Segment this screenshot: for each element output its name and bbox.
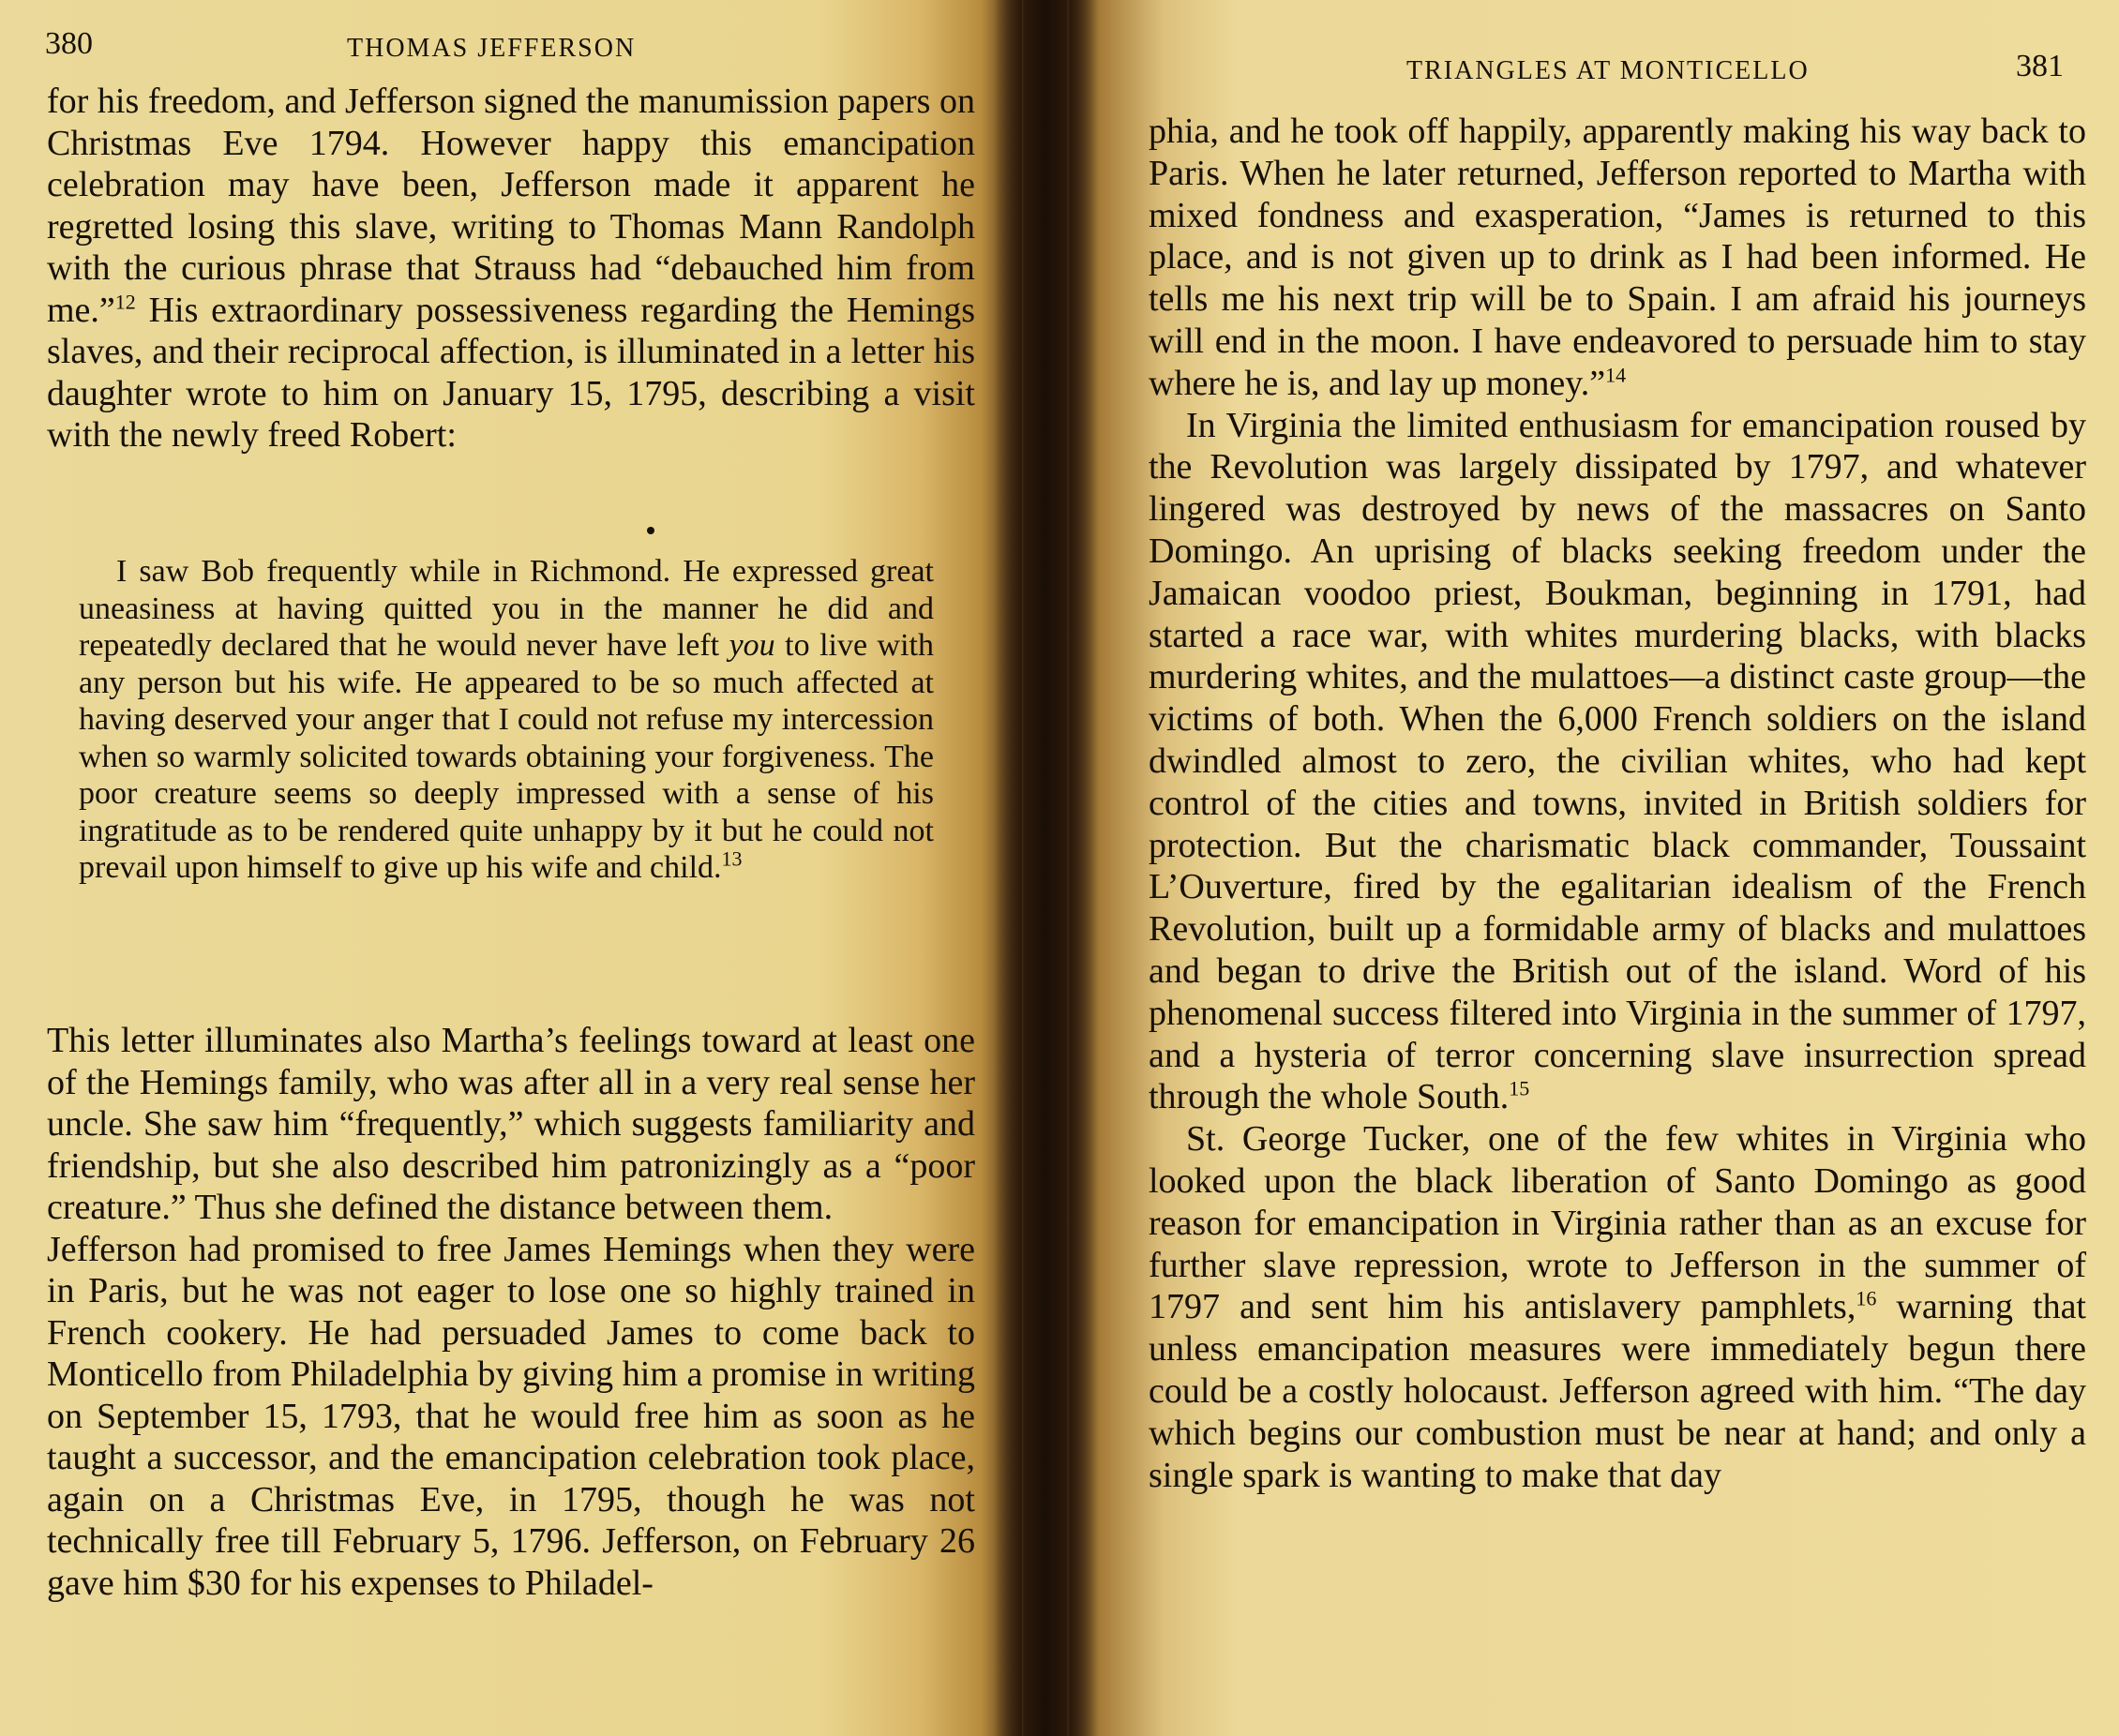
paragraph-martha-feelings: This letter illuminates also Martha’s feelings toward at least one of the Hemings family, who was after all in a very real sense her uncle. She saw him “frequently,” which suggests familiarity and friendship, but she also described him patronizingly as a “poor creature.” Thus she defined the distance between them. bbox=[47, 1021, 975, 1227]
paragraph-virginia-emancipation: In Virginia the limited enthusiasm for emancipation roused by the Revolution was largely dissipated by 1797, and whatever lingered was destroyed by news of the massacres on Santo Domingo. An uprising of blacks seeking freedom under the Jamaican voodoo priest, Boukman, beginning in 1791, had started a race war, with whites murdering blacks, with blacks murdering whites, and the mulattoes—a distinct caste group—the victims of both. When the 6,000 French soldiers on the island dwindled almost to zero, the civilian whites, who had kept control of the cities and towns, invited in British soldiers for protection. But the charismatic black commander, Toussaint L’Ouverture, fired by the egalitarian idealism of the French Revolution, built up a formidable army of blacks and mulattoes and began to drive the British out of the island. Word of his phenomenal success filtered into Virginia in the summer of 1797, and a hysteria of terror concerning slave insurrection spread through the whole South.$^{15}$ bbox=[1149, 405, 2086, 1117]
book-gutter-shadow bbox=[994, 0, 1097, 1736]
left-body-top bbox=[47, 81, 975, 456]
left-body-bottom bbox=[47, 1020, 975, 1604]
paragraph-st-george-tucker: St. George Tucker, one of the few whites in Virginia who looked upon the black liberation of Santo Domingo as good reason for emancipation in Virginia rather than as an excuse for further slave repression, wrote to Jefferson in the summer of 1797 and sent him his antislavery pamphlets,$^{16}$ warning that unless emancipation measures were immediately begun there could be a costly holocaust. Jefferson agreed with him. “The day which begins our combustion must be near at hand; and only a single spark is wanting to make that day bbox=[1149, 1119, 2086, 1495]
left-page bbox=[0, 0, 1022, 1736]
footnote-ref-13: 13 bbox=[721, 846, 743, 871]
section-dot bbox=[647, 527, 654, 534]
paragraph-james-paris: phia, and he took off happily, apparently making his way back to Paris. When he later returned, Jefferson reported to Martha with mixed fondness and exasperation, “James is returned to this place, and is not given up to drink as I had been informed. He tells me his next trip will be to Spain. I am afraid his journeys will end in the moon. I have endeavored to persuade him to stay where he is, and lay up money.”$^{14}$ bbox=[1149, 112, 2086, 403]
paragraph-manumission: for his freedom, and Jefferson signed the manumission papers on Christmas Eve 1794. However happy this emancipation celebration may have been, Jefferson made it apparent he regretted losing this slave, writing to Thomas Mann Randolph with the curious phrase that Strauss had “debauched him from me.”$^{12}$ His extraordinary possessiveness regarding the Hemings slaves, and their reciprocal affection, is illuminated in a letter his daughter wrote to him on January 15, 1795, describing a visit with the newly freed Robert: bbox=[47, 82, 975, 455]
footnote-ref-12: 12 bbox=[114, 289, 136, 313]
right-running-head: TRIANGLES AT MONTICELLO bbox=[1406, 56, 1810, 85]
paragraph-james-hemings: Jefferson had promised to free James Hemings when they were in Paris, but he was not eager to lose one so highly trained in French cookery. He had persuaded James to come back to Monticello from Philadelphia by giving him a promise in writing on September 15, 1793, that he would free him as soon as he taught a successor, and the emancipation celebration took place, again on a Christmas Eve, in 1795, though he was not technically free till February 5, 1796. Jefferson, on February 26 gave him $30 for his expenses to Philadel- bbox=[47, 1229, 975, 1603]
left-page-number: 380 bbox=[45, 26, 93, 61]
right-page-number: 381 bbox=[2016, 49, 2064, 83]
quote-text: I saw Bob frequently while in Richmond. He expressed great uneasiness at having quitted you in the manner he did and repeatedly declared that he would never have left you to live with any person but his wife. He appeared to be so much affected at having deserved your anger that I could not refuse my intercession when so warmly solicited towards obtaining your forgiveness. The poor creature seems so deeply impressed with a sense of his ingratitude as to be rendered quite unhappy by it but he could not prevail upon himself to give up his wife and child.$^{13}$ bbox=[79, 554, 934, 885]
right-body bbox=[1149, 111, 2086, 1496]
left-running-head: THOMAS JEFFERSON bbox=[347, 34, 637, 63]
footnote-ref-16: 16 bbox=[1856, 1286, 1877, 1310]
footnote-ref-15: 15 bbox=[1509, 1076, 1530, 1100]
footnote-ref-14: 14 bbox=[1605, 363, 1627, 387]
block-quote-martha-letter bbox=[79, 553, 934, 887]
quote-emphasis: you bbox=[729, 628, 775, 663]
